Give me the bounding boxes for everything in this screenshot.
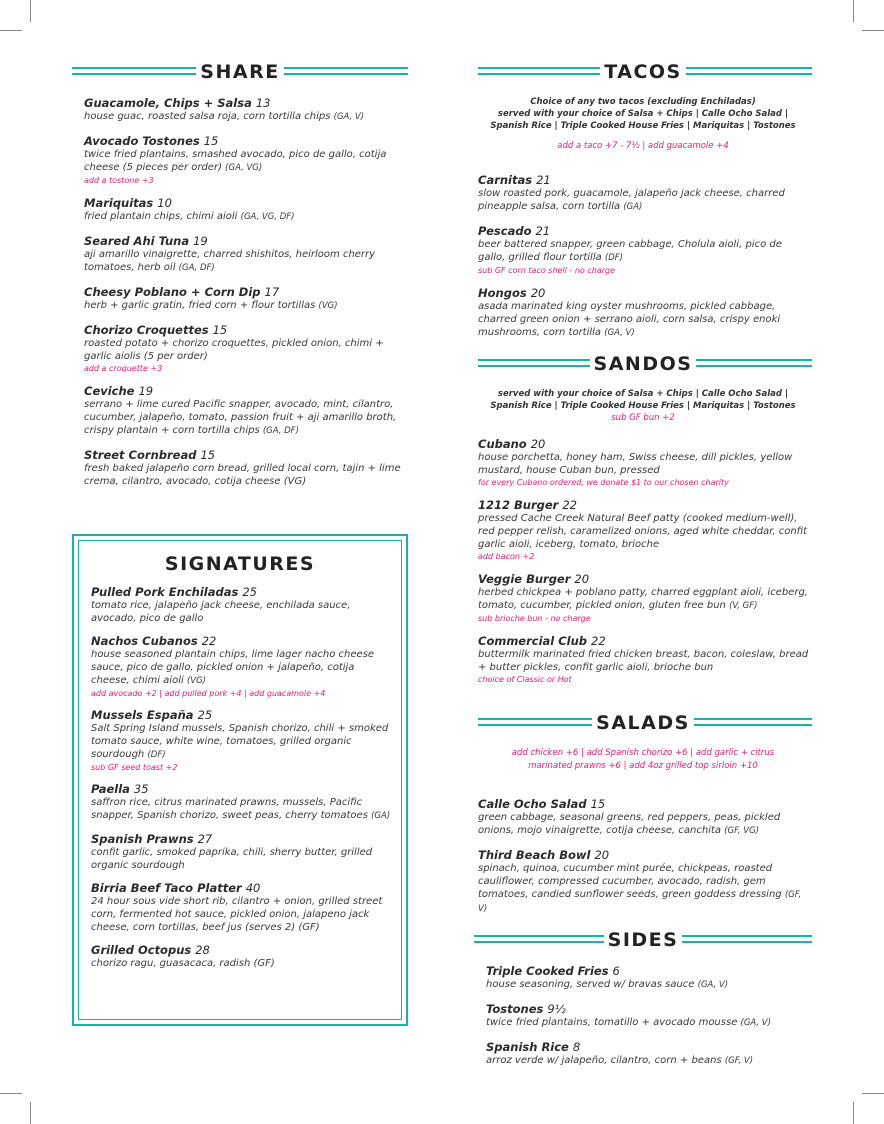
menu-item bbox=[478, 797, 812, 838]
item-desc-text: saffron rice, citrus marinated prawns, mussels, Pacific snapper, Spanish chorizo, sweet peas, cherry tomatoes bbox=[91, 797, 368, 821]
item-name: Guacamole, Chips + Salsa bbox=[84, 96, 252, 110]
item-name: Chorizo Croquettes bbox=[84, 323, 209, 337]
item-desc-text: Salt Spring Island mussels, Spanish chorizo, chili + smoked tomato sauce, white wine, tomatoes, grilled organic sourdough bbox=[91, 723, 389, 760]
item-desc-text: asada marinated king oyster mushrooms, pickled cabbage, charred green onion + serrano aioli, corn salsa, crispy enoki mushrooms, corn tortilla bbox=[478, 301, 781, 338]
item-price: 20 bbox=[574, 572, 590, 586]
menu-item bbox=[91, 708, 391, 773]
item-desc-text: confit garlic, smoked paprika, chili, sherry butter, grilled organic sourdough bbox=[91, 847, 373, 871]
item-title-line bbox=[91, 708, 391, 722]
sandos-section bbox=[474, 350, 812, 685]
item-desc-text: house seasoning, served w/ bravas sauce bbox=[486, 979, 695, 990]
item-addon: add bacon +2 bbox=[478, 552, 535, 561]
item-addon: for every Cubano ordered, we donate $1 to our chosen charity bbox=[478, 478, 729, 487]
item-desc-text: chorizo ragu, guasacaca, radish (GF) bbox=[91, 958, 275, 969]
item-title-line bbox=[486, 1040, 812, 1054]
item-name: Ceviche bbox=[84, 384, 135, 398]
item-addon: add avocado +2 | add pulled pork +4 | add guacamole +4 bbox=[91, 689, 326, 698]
item-addon: add a tostone +3 bbox=[84, 176, 154, 185]
crop-mark bbox=[0, 30, 22, 31]
item-desc-text: roasted potato + chorizo croquettes, pickled onion, chimi + garlic aiolis (5 per order) bbox=[84, 338, 384, 362]
item-dietary-tags: (GA, V) bbox=[604, 328, 635, 338]
item-title-line bbox=[486, 964, 812, 978]
item-addon: sub GF corn taco shell - no charge bbox=[478, 266, 616, 275]
item-price: 13 bbox=[255, 96, 271, 110]
salads-header bbox=[474, 709, 812, 737]
item-name: Nachos Cubanos bbox=[91, 634, 198, 648]
item-dietary-tags: (DF) bbox=[147, 750, 166, 760]
tacos-section bbox=[474, 58, 812, 340]
crop-mark bbox=[862, 30, 884, 31]
item-price: 22 bbox=[562, 498, 577, 512]
item-price: 15 bbox=[200, 448, 216, 462]
item-name: Pescado bbox=[478, 224, 532, 238]
menu-item bbox=[478, 224, 812, 276]
item-addon: choice of Classic or Hot bbox=[478, 675, 572, 684]
item-name: Avocado Tostones bbox=[84, 134, 200, 148]
section-title: SIGNATURES bbox=[164, 553, 316, 575]
salads-section bbox=[474, 709, 812, 916]
crop-mark bbox=[853, 1102, 854, 1124]
item-description bbox=[486, 1054, 812, 1068]
item-description bbox=[478, 862, 812, 916]
item-name: Tostones bbox=[486, 1002, 544, 1016]
item-dietary-tags: (GF, VG) bbox=[724, 826, 759, 836]
item-desc-text: spinach, quinoa, cucumber mint purée, chickpeas, roasted cauliflower, compressed cucumber, avocado, radish, gem tomatoes, candied sunflower seeds, green goddess dressing bbox=[478, 863, 782, 900]
item-price: 9½ bbox=[547, 1002, 566, 1016]
item-title-line bbox=[486, 1002, 812, 1016]
tacos-header bbox=[474, 58, 812, 86]
item-price: 40 bbox=[245, 881, 261, 895]
item-price: 17 bbox=[264, 285, 280, 299]
intro-line: served with your choice of Salsa + Chips | Calle Ocho Salad | bbox=[497, 389, 789, 399]
item-addon: sub brioche bun - no charge bbox=[478, 614, 591, 623]
item-description bbox=[84, 210, 408, 224]
item-addon: add a croquette +3 bbox=[84, 364, 163, 373]
crop-mark bbox=[0, 1093, 22, 1094]
item-description bbox=[84, 398, 408, 438]
intro-line: Choice of any two tacos (excluding Enchiladas) bbox=[530, 97, 756, 107]
menu-item bbox=[91, 634, 391, 699]
item-name: Spanish Rice bbox=[486, 1040, 569, 1054]
tacos-addon: add a taco +7 - 7½ | add guacamole +4 bbox=[557, 141, 729, 151]
item-description bbox=[91, 957, 391, 970]
item-price: 25 bbox=[242, 585, 257, 599]
item-title-line bbox=[84, 323, 408, 337]
item-description bbox=[478, 300, 812, 340]
item-title-line bbox=[84, 234, 408, 248]
item-desc-text: slow roasted pork, guacamole, jalapeño jack cheese, charred pineapple salsa, corn tortilla bbox=[478, 188, 785, 212]
item-price: 8 bbox=[572, 1040, 581, 1054]
item-title-line bbox=[84, 134, 408, 148]
item-dietary-tags: (GF, V) bbox=[478, 890, 802, 914]
item-dietary-tags: (GA, DF) bbox=[178, 263, 215, 273]
tacos-intro bbox=[484, 96, 802, 132]
item-price: 28 bbox=[195, 943, 210, 957]
menu-item bbox=[478, 848, 812, 916]
item-desc-text: aji amarillo vinaigrette, charred shishitos, heirloom cherry tomatoes, herb oil bbox=[84, 249, 376, 273]
item-price: 20 bbox=[530, 286, 546, 300]
item-desc-text: serrano + lime cured Pacific snapper, avocado, mint, cilantro, cucumber, jalapeño, tomato, passion fruit + aji amarillo broth, crispy plantain + corn tortilla chips bbox=[84, 399, 397, 436]
item-dietary-tags: (GA, V) bbox=[740, 1018, 771, 1028]
intro-line: Spanish Rice | Triple Cooked House Fries | Mariquitas | Tostones bbox=[490, 401, 796, 411]
item-dietary-tags: (GA, DF) bbox=[262, 426, 299, 436]
item-dietary-tags: (DF) bbox=[604, 253, 623, 263]
menu-item bbox=[91, 585, 391, 625]
item-price: 6 bbox=[612, 964, 620, 978]
menu-item bbox=[486, 1040, 812, 1068]
menu-item bbox=[91, 782, 391, 823]
menu-item bbox=[84, 96, 408, 124]
item-title-line bbox=[91, 634, 391, 648]
item-title-line bbox=[478, 173, 812, 187]
item-description bbox=[91, 599, 391, 625]
item-description bbox=[91, 722, 391, 762]
item-title-line bbox=[91, 782, 391, 796]
section-title: SHARE bbox=[72, 58, 408, 86]
addon-line: marinated prawns +6 | add 4oz grilled top sirloin +10 bbox=[528, 761, 758, 771]
item-description bbox=[486, 1016, 812, 1030]
item-name: Grilled Octopus bbox=[91, 943, 192, 957]
item-price: 15 bbox=[590, 797, 606, 811]
item-title-line bbox=[478, 286, 812, 300]
item-description bbox=[91, 895, 391, 934]
item-description bbox=[84, 462, 408, 488]
salads-addon bbox=[474, 747, 812, 773]
crop-mark bbox=[30, 0, 31, 22]
item-name: Commercial Club bbox=[478, 634, 588, 648]
item-description bbox=[84, 148, 408, 175]
item-price: 19 bbox=[138, 384, 154, 398]
item-name: Third Beach Bowl bbox=[478, 848, 591, 862]
item-title-line bbox=[84, 448, 408, 462]
item-desc-text: twice fried plantains, smashed avocado, pico de gallo, cotija cheese (5 pieces per order) bbox=[84, 149, 387, 173]
item-name: Spanish Prawns bbox=[91, 832, 194, 846]
menu-item bbox=[91, 943, 391, 970]
item-description bbox=[91, 648, 391, 688]
item-desc-text: arroz verde w/ jalapeño, cilantro, corn + beans bbox=[486, 1055, 722, 1066]
item-price: 22 bbox=[591, 634, 606, 648]
menu-item bbox=[84, 196, 408, 224]
item-title-line bbox=[478, 797, 812, 811]
item-name: Street Cornbread bbox=[84, 448, 197, 462]
item-description bbox=[478, 586, 812, 613]
item-desc-text: house seasoned plantain chips, lime lager nacho cheese sauce, pico de gallo, pickled onion + jalapeño, cotija cheese, chimi aioli bbox=[91, 649, 375, 686]
item-dietary-tags: (V, GF) bbox=[729, 601, 758, 611]
item-desc-text: house guac, roasted salsa roja, corn tortilla chips bbox=[84, 111, 331, 122]
item-title-line bbox=[478, 848, 812, 862]
item-name: Cubano bbox=[478, 437, 527, 451]
item-price: 21 bbox=[536, 173, 551, 187]
item-dietary-tags: (GA) bbox=[371, 811, 391, 821]
menu-item bbox=[91, 832, 391, 872]
section-title: SIDES bbox=[474, 926, 812, 954]
item-description bbox=[478, 238, 812, 265]
item-name: Pulled Pork Enchiladas bbox=[91, 585, 239, 599]
item-price: 10 bbox=[157, 196, 172, 210]
menu-item bbox=[84, 234, 408, 275]
item-desc-text: 24 hour sous vide short rib, cilantro + onion, grilled street corn, fermented hot sauce, pickled onion, jalapeno jack cheese, corn tortillas, beef jus (serves 2) (GF) bbox=[91, 896, 383, 933]
sandos-header bbox=[474, 350, 812, 378]
item-name: 1212 Burger bbox=[478, 498, 559, 512]
menu-item bbox=[486, 964, 812, 992]
item-dietary-tags: (VG) bbox=[186, 676, 206, 686]
item-title-line bbox=[478, 437, 812, 451]
sandos-intro bbox=[484, 388, 802, 412]
menu-item bbox=[84, 323, 408, 374]
item-desc-text: buttermilk marinated fried chicken breast, bacon, coleslaw, bread + butter pickles, confit garlic aioli, brioche bun bbox=[478, 649, 809, 673]
item-dietary-tags: (GA) bbox=[623, 202, 643, 212]
section-title: SANDOS bbox=[474, 350, 812, 378]
item-name: Hongos bbox=[478, 286, 527, 300]
menu-item bbox=[478, 286, 812, 340]
item-title-line bbox=[84, 196, 408, 210]
item-description bbox=[84, 337, 408, 363]
item-addon: sub GF seed toast +2 bbox=[91, 763, 178, 772]
menu-item bbox=[84, 285, 408, 313]
item-desc-text: fresh baked jalapeño corn bread, grilled local corn, tajin + lime crema, cilantro, avocado, cotija cheese (VG) bbox=[84, 463, 401, 487]
item-desc-text: herbed chickpea + poblano patty, charred eggplant aioli, iceberg, tomato, cucumber, pickled onion, gluten free bun bbox=[478, 587, 808, 611]
crop-mark bbox=[30, 1102, 31, 1124]
signatures-inner-border bbox=[78, 540, 402, 1020]
item-dietary-tags: (GF, V) bbox=[724, 1056, 754, 1066]
menu-item bbox=[478, 498, 812, 562]
item-name: Seared Ahi Tuna bbox=[84, 234, 190, 248]
menu-item bbox=[478, 572, 812, 624]
item-title-line bbox=[478, 498, 812, 512]
item-name: Triple Cooked Fries bbox=[486, 964, 609, 978]
item-title-line bbox=[84, 96, 408, 110]
menu-item bbox=[478, 437, 812, 488]
item-desc-text: herb + garlic gratin, fried corn + flour tortillas bbox=[84, 300, 316, 311]
item-name: Veggie Burger bbox=[478, 572, 571, 586]
section-title: TACOS bbox=[474, 58, 812, 86]
item-desc-text: tomato rice, jalapeño jack cheese, enchilada sauce, avocado, pico de gallo bbox=[91, 600, 351, 624]
item-name: Carnitas bbox=[478, 173, 533, 187]
right-column bbox=[474, 58, 812, 1078]
item-price: 20 bbox=[594, 848, 610, 862]
item-dietary-tags: (GA, VG, DF) bbox=[240, 212, 295, 222]
item-price: 15 bbox=[203, 134, 219, 148]
item-price: 35 bbox=[133, 782, 149, 796]
item-title-line bbox=[91, 832, 391, 846]
section-title: SALADS bbox=[474, 709, 812, 737]
item-description bbox=[478, 512, 812, 551]
item-dietary-tags: (GA, V) bbox=[697, 980, 729, 990]
item-dietary-tags: (VG) bbox=[318, 301, 338, 311]
item-title-line bbox=[84, 285, 408, 299]
item-description bbox=[478, 187, 812, 214]
item-description bbox=[84, 248, 408, 275]
item-name: Calle Ocho Salad bbox=[478, 797, 587, 811]
crop-mark bbox=[862, 1093, 884, 1094]
item-price: 15 bbox=[212, 323, 228, 337]
item-desc-text: house porchetta, honey ham, Swiss cheese, dill pickles, yellow mustard, house Cuban bun, pressed bbox=[478, 452, 793, 476]
item-name: Paella bbox=[91, 782, 130, 796]
share-section bbox=[72, 58, 408, 498]
item-description bbox=[84, 110, 408, 124]
menu-item bbox=[84, 134, 408, 186]
crop-mark bbox=[853, 0, 854, 22]
item-dietary-tags: (GA, V) bbox=[333, 112, 365, 122]
menu-item bbox=[84, 448, 408, 488]
item-description bbox=[478, 648, 812, 674]
item-desc-text: green cabbage, seasonal greens, red peppers, peas, pickled onions, mojo vinaigrette, cotija cheese, canchita bbox=[478, 812, 781, 836]
item-desc-text: twice fried plantains, tomatillo + avocado mousse bbox=[486, 1017, 738, 1028]
menu-item bbox=[478, 173, 812, 214]
intro-line: Spanish Rice | Triple Cooked House Fries | Mariquitas | Tostones bbox=[490, 121, 796, 131]
item-price: 25 bbox=[197, 708, 213, 722]
item-price: 21 bbox=[535, 224, 551, 238]
item-title-line bbox=[91, 943, 391, 957]
item-title-line bbox=[478, 572, 812, 586]
intro-line: served with your choice of Salsa + Chips | Calle Ocho Salad | bbox=[497, 109, 789, 119]
item-price: 19 bbox=[193, 234, 208, 248]
item-title-line bbox=[478, 634, 812, 648]
item-desc-text: pressed Cache Creek Natural Beef patty (cooked medium-well), red pepper relish, caramelized onions, aged white cheddar, confit garlic aioli, iceberg, tomato, brioche bbox=[478, 513, 808, 550]
addon-line: add chicken +6 | add Spanish chorizo +6 | add garlic + citrus bbox=[511, 748, 775, 758]
item-description bbox=[84, 299, 408, 313]
item-name: Birria Beef Taco Platter bbox=[91, 881, 242, 895]
item-price: 27 bbox=[197, 832, 213, 846]
item-description bbox=[478, 811, 812, 838]
menu-item bbox=[91, 881, 391, 934]
item-title-line bbox=[84, 384, 408, 398]
item-price: 20 bbox=[530, 437, 546, 451]
item-name: Cheesy Poblano + Corn Dip bbox=[84, 285, 261, 299]
sides-header bbox=[474, 926, 812, 954]
item-description bbox=[486, 978, 812, 992]
item-description bbox=[91, 846, 391, 872]
item-title-line bbox=[478, 224, 812, 238]
item-title-line bbox=[91, 585, 391, 599]
item-name: Mariquitas bbox=[84, 196, 154, 210]
sides-section bbox=[474, 926, 812, 1068]
item-name: Mussels España bbox=[91, 708, 194, 722]
item-description bbox=[91, 796, 391, 823]
share-header bbox=[72, 58, 408, 86]
menu-item bbox=[84, 384, 408, 438]
item-dietary-tags: (GA, VG) bbox=[225, 163, 263, 173]
item-desc-text: beer battered snapper, green cabbage, Cholula aioli, pico de gallo, grilled flour tortilla bbox=[478, 239, 782, 263]
item-desc-text: fried plantain chips, chimi aioli bbox=[84, 211, 238, 222]
menu-item bbox=[478, 634, 812, 685]
sandos-addon: sub GF bun +2 bbox=[611, 413, 675, 423]
menu-item bbox=[486, 1002, 812, 1030]
item-title-line bbox=[91, 881, 391, 895]
item-price: 22 bbox=[201, 634, 217, 648]
item-description bbox=[478, 451, 812, 477]
signatures-box bbox=[72, 534, 408, 1026]
